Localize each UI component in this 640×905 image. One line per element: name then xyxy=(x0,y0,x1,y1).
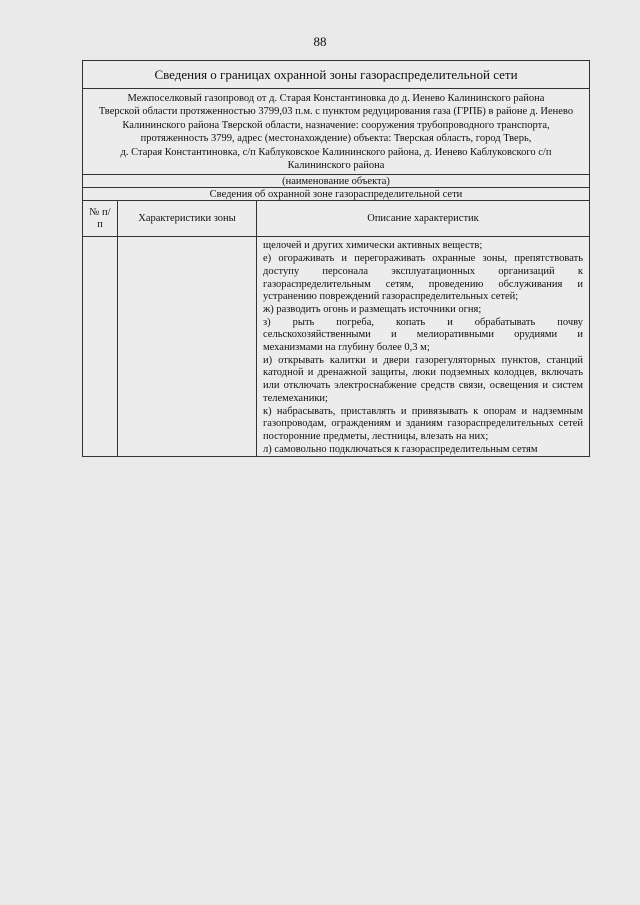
header-description: Описание характеристик xyxy=(367,212,479,224)
zone-cell xyxy=(118,237,257,456)
object-line: Калининского района Тверской области, назначение: сооружения трубопроводного транспорта, xyxy=(122,119,550,131)
object-name-block xyxy=(83,89,589,175)
description-line: е) огораживать и перегораживать охранные зоны, препятствовать xyxy=(263,253,583,265)
object-line: Тверской области протяженностью 3799,03 п.м. с пунктом редуцирования газа (ГРПБ) в районе д. Иенево xyxy=(98,106,574,118)
description-line: посторонние предметы, лестницы, влезать на них; xyxy=(263,430,489,442)
description-cell xyxy=(257,237,589,456)
description-line: газораспределительным сетям, проведению обслуживания и xyxy=(263,278,583,290)
description-line: з) рыть погреба, копать и обрабатывать почву xyxy=(263,316,583,328)
description-line: сельскохозяйственными и мелиоративными орудиями и xyxy=(263,329,583,341)
description-line: доступу персонала эксплуатационных организаций к xyxy=(263,265,583,277)
description-line: газопроводам, ограждениям и зданиям газораспределительных сетей xyxy=(263,418,583,430)
object-line: Межпоселковый газопровод от д. Старая Константиновка до д. Иенево Калининского района xyxy=(127,93,545,104)
description-line: и) открывать калитки и двери газорегуляторных пунктов, станций xyxy=(263,354,583,366)
description-line: телемеханики; xyxy=(263,392,328,404)
page-number: 88 xyxy=(313,34,327,49)
description-line: устранению повреждений газораспределительных сетей; xyxy=(263,291,519,303)
description-line: л) самовольно подключаться к газораспределительным сетям xyxy=(263,443,538,455)
table-title: Сведения о границах охранной зоны газораспределительной сети xyxy=(83,61,589,89)
num-cell xyxy=(83,237,118,456)
object-line: д. Старая Константиновка, с/п Каблуковское Калининского района, д. Иенево Каблуковского с/п xyxy=(120,146,552,158)
protection-zone-table xyxy=(82,60,590,457)
object-caption: (наименование объекта) xyxy=(83,175,589,188)
section-title: Сведения об охранной зоне газораспределительной сети xyxy=(83,188,589,201)
object-line: протяженность 3799, адрес (местонахождение) объекта: Тверская область, город Тверь, xyxy=(140,133,532,145)
description-line: к) набрасывать, приставлять и привязывать к опорам и надземным xyxy=(263,405,583,417)
description-line: механизмами на глубину более 0,3 м; xyxy=(263,342,430,354)
object-line: Калининского района xyxy=(287,160,385,172)
header-zone: Характеристики зоны xyxy=(118,201,257,236)
description-line: или отключать электроснабжение средств связи, освещения и систем xyxy=(263,380,583,392)
description-line: катодной и дренажной защиты, люки подземных колодцев, включать xyxy=(263,367,583,379)
table-header-row xyxy=(83,201,589,237)
description-line: щелочей и других химически активных веществ; xyxy=(263,240,483,252)
header-num-label: № п/п xyxy=(89,206,111,230)
table-row xyxy=(83,237,589,456)
header-num xyxy=(83,201,118,236)
description-line: ж) разводить огонь и размещать источники огня; xyxy=(263,303,482,315)
